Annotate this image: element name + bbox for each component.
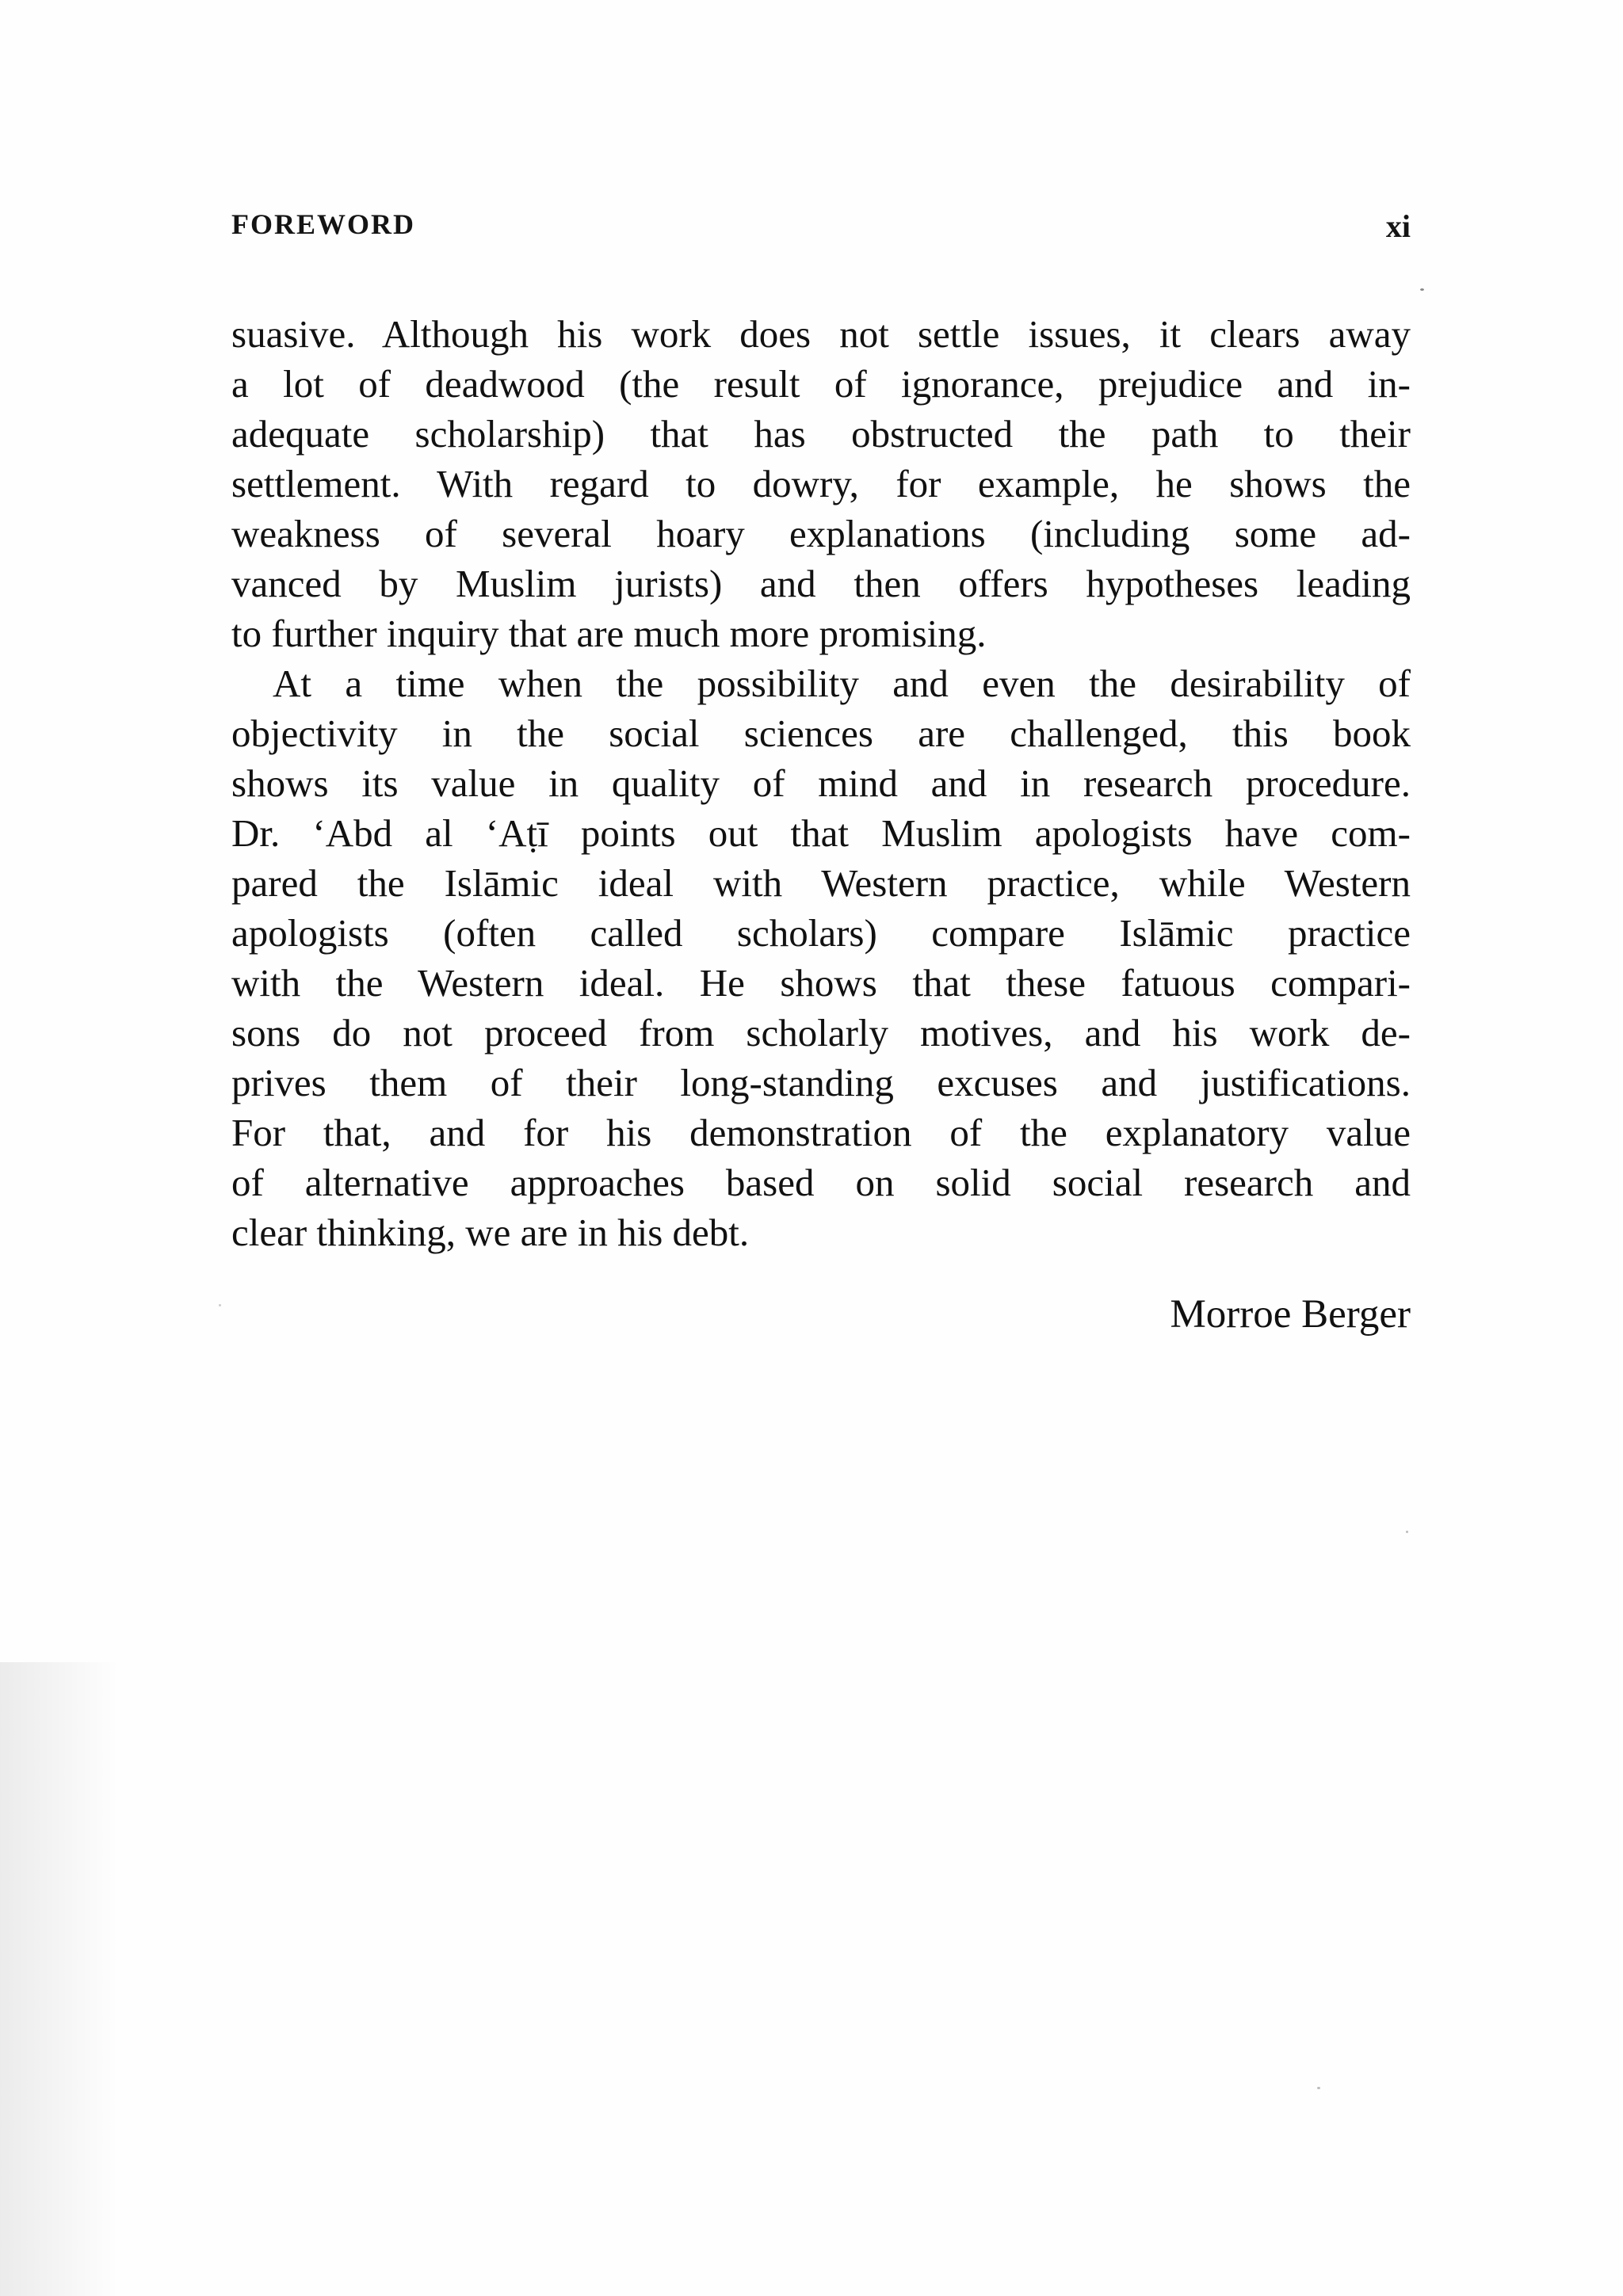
scan-speck <box>1317 2087 1320 2089</box>
text-line: For that, and for his demonstration of the explanatory value <box>231 1111 1411 1154</box>
text-line: a lot of deadwood (the result of ignorance, prejudice and in- <box>231 362 1411 406</box>
scan-speck <box>1420 288 1424 291</box>
text-line: to further inquiry that are much more promising. <box>231 612 987 655</box>
text-line: with the Western ideal. He shows that these fatuous compari- <box>231 961 1411 1005</box>
text-line: Dr. ‘Abd al ‘Aṭī points out that Muslim apologists have com- <box>231 811 1411 855</box>
paragraph-1 <box>231 309 1411 658</box>
text-line: At a time when the possibility and even the desirability of <box>273 662 1411 705</box>
text-line: pared the Islāmic ideal with Western practice, while Western <box>231 861 1411 905</box>
text-line: sons do not proceed from scholarly motives, and his work de- <box>231 1011 1411 1055</box>
page-number: xi <box>1385 208 1411 244</box>
text-line: suasive. Although his work does not settle issues, it clears away <box>231 312 1411 356</box>
scan-speck <box>1406 1531 1408 1533</box>
text-line: weakness of several hoary explanations (including some ad- <box>231 512 1411 555</box>
author-signature: Morroe Berger <box>1170 1292 1411 1337</box>
text-line: apologists (often called scholars) compare Islāmic practice <box>231 911 1411 955</box>
foreword-body <box>231 309 1411 1257</box>
running-head <box>231 208 1411 247</box>
text-line: clear thinking, we are in his debt. <box>231 1211 750 1254</box>
text-line: vanced by Muslim jurists) and then offers hypotheses leading <box>231 562 1411 605</box>
scan-speck <box>219 1304 221 1306</box>
section-title: FOREWORD <box>231 208 415 240</box>
text-line: settlement. With regard to dowry, for example, he shows the <box>231 462 1411 505</box>
text-line: of alternative approaches based on solid social research and <box>231 1161 1411 1204</box>
text-line: objectivity in the social sciences are challenged, this book <box>231 711 1411 755</box>
text-line: shows its value in quality of mind and in research procedure. <box>231 761 1411 805</box>
text-line: adequate scholarship) that has obstructed the path to their <box>231 412 1411 456</box>
text-line: prives them of their long-standing excuses and justifications. <box>231 1061 1411 1104</box>
paragraph-2 <box>231 658 1411 1257</box>
scan-edge-shadow <box>0 1662 119 2296</box>
